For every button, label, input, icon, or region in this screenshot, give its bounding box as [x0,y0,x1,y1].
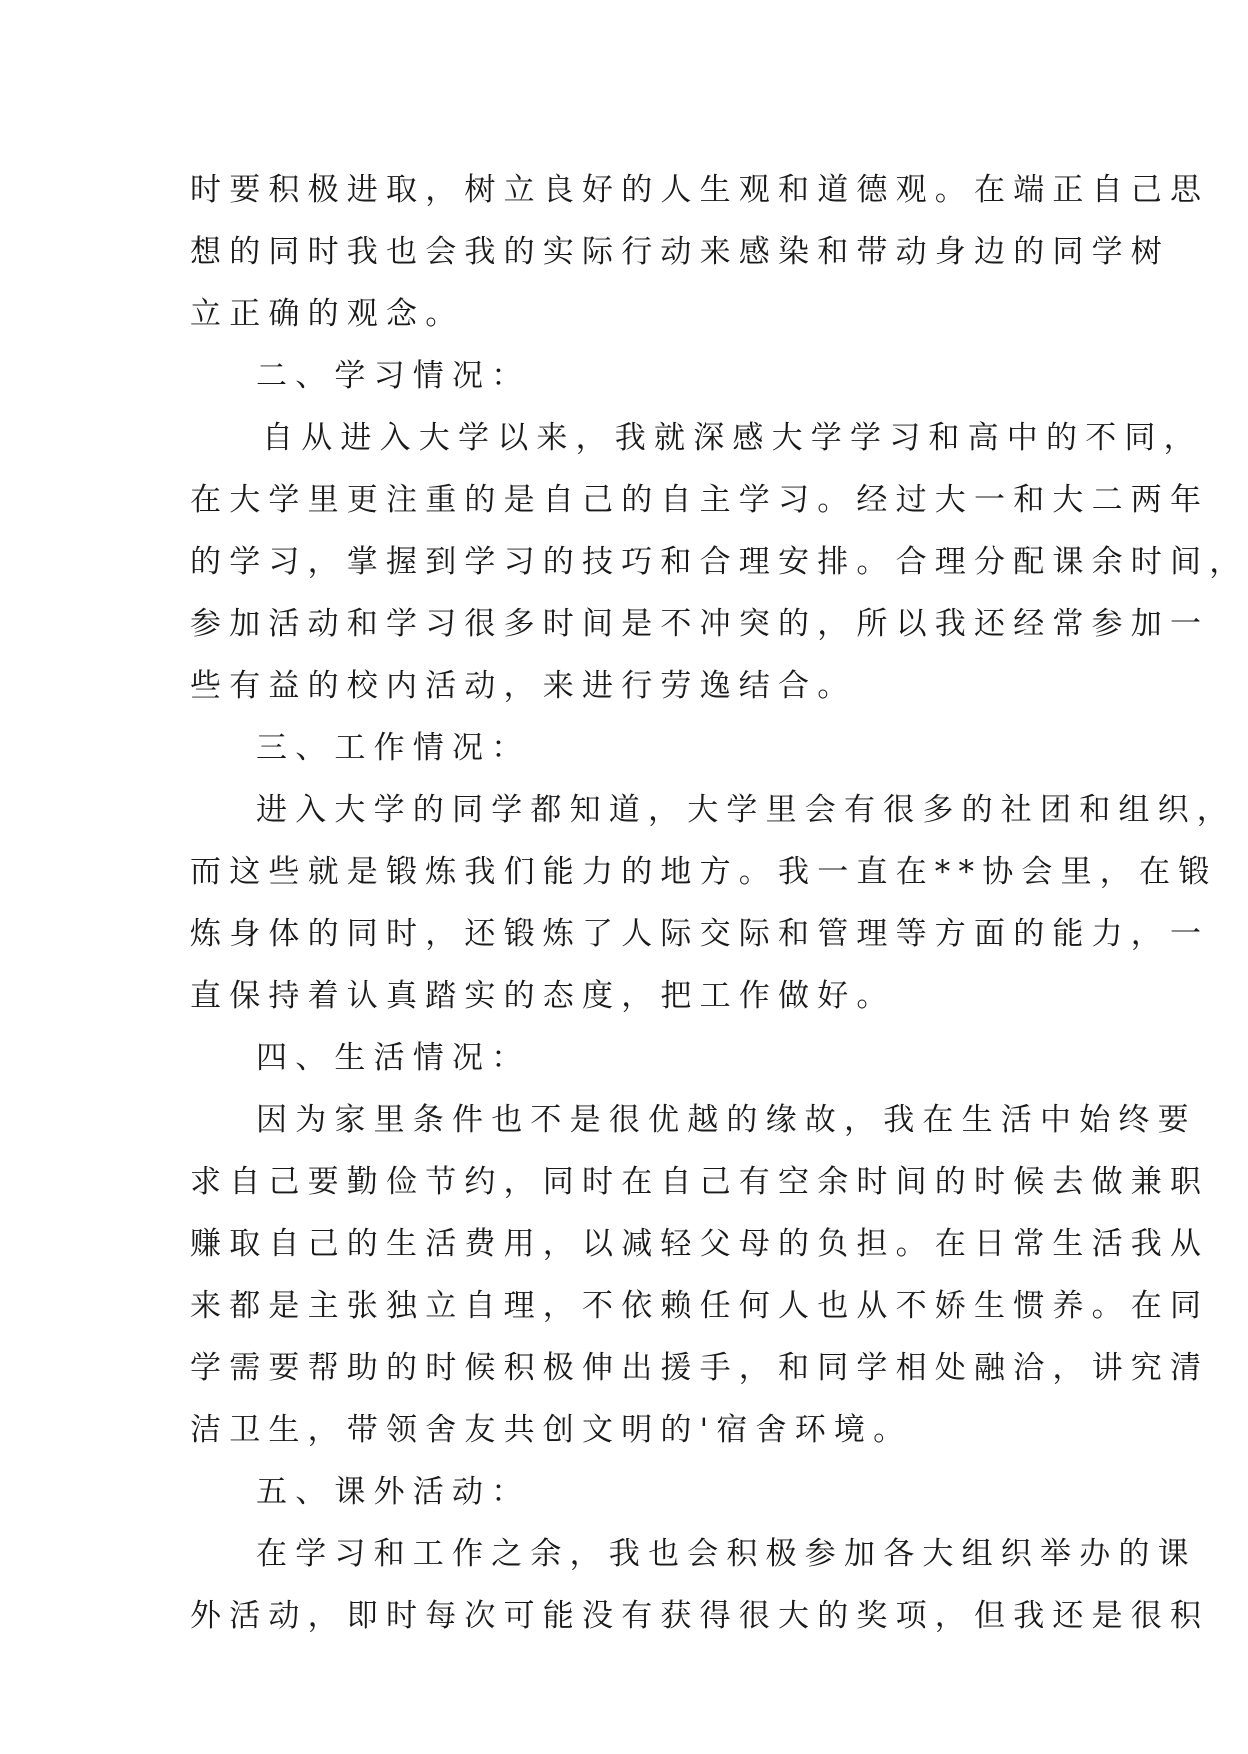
text-line: 赚取自己的生活费用，以减轻父母的负担。在日常生活我从 [190,1226,1210,1262]
section-heading-work: 三、工作情况： [256,730,531,766]
text-line: 进入大学的同学都知道，大学里会有很多的社团和组织， [256,792,1236,828]
text-line: 在大学里更注重的是自己的自主学习。经过大一和大二两年 [190,482,1210,518]
text-line: 在学习和工作之余，我也会积极参加各大组织举办的课 [256,1536,1197,1572]
text-line: 时要积极进取，树立良好的人生观和道德观。在端正自己思 [190,172,1210,208]
text-line: 想的同时我也会我的实际行动来感染和带动身边的同学树 [190,234,1170,270]
text-line: 而这些就是锻炼我们能力的地方。我一直在**协会里，在锻 [190,854,1218,890]
text-line: 来都是主张独立自理，不依赖任何人也从不娇生惯养。在同 [190,1288,1210,1324]
section-heading-study: 二、学习情况： [256,358,531,394]
text-line: 求自己要勤俭节约，同时在自己有空余时间的时候去做兼职 [190,1164,1210,1200]
text-line: 参加活动和学习很多时间是不冲突的，所以我还经常参加一 [190,606,1210,642]
text-line: 学需要帮助的时候积极伸出援手，和同学相处融洽，讲究清 [190,1350,1210,1386]
text-line: 自从进入大学以来，我就深感大学学习和高中的不同， [262,420,1203,456]
text-line: 些有益的校内活动，来进行劳逸结合。 [190,668,857,704]
text-line: 外活动，即时每次可能没有获得很大的奖项，但我还是很积 [190,1598,1210,1634]
text-line: 立正确的观念。 [190,296,465,332]
text-line: 洁卫生，带领舍友共创文明的'宿舍环境。 [190,1412,913,1448]
section-heading-life: 四、生活情况： [256,1040,531,1076]
section-heading-activities: 五、课外活动： [256,1474,531,1510]
text-line: 直保持着认真踏实的态度，把工作做好。 [190,978,896,1014]
text-line: 的学习，掌握到学习的技巧和合理安排。合理分配课余时间， [190,544,1248,580]
text-line: 因为家里条件也不是很优越的缘故，我在生活中始终要 [256,1102,1197,1138]
text-line: 炼身体的同时，还锻炼了人际交际和管理等方面的能力，一 [190,916,1210,952]
